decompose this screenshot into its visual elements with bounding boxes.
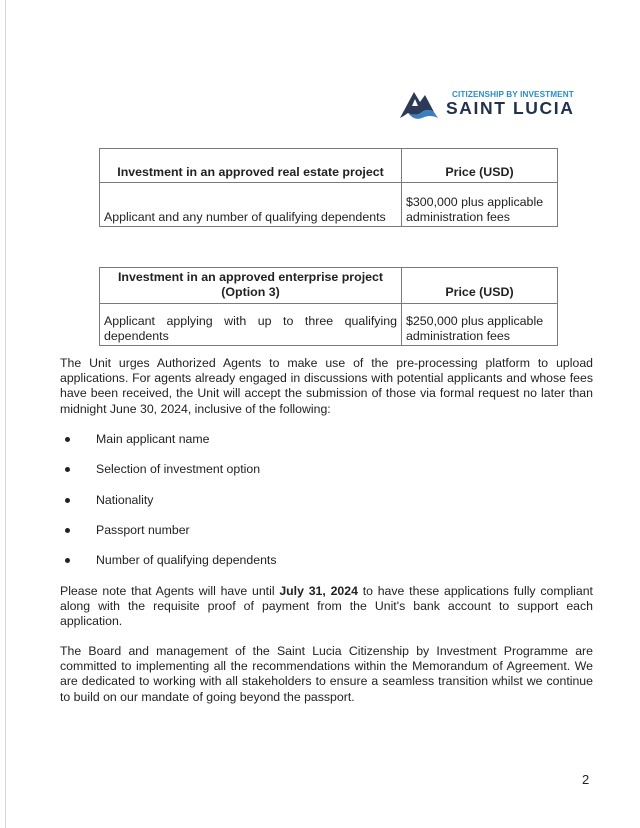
cell-line-2: dependents <box>104 329 169 343</box>
cbi-saint-lucia-logo <box>398 84 598 124</box>
list-item: Main applicant name <box>60 432 276 462</box>
table-cell-applicant: Applicant and any number of qualifying dependents <box>100 183 402 227</box>
header-line-2: (Option 3) <box>221 285 280 299</box>
paragraph-deadline: Please note that Agents will have until July 31, 2024 to have these applications fully compliant along with the requisite proof of payment from the Unit's bank account to support each application. <box>60 584 593 629</box>
table-header-row <box>100 149 558 183</box>
table-row <box>100 183 558 227</box>
table-row <box>100 304 558 346</box>
table-header-row <box>100 268 558 304</box>
list-item: Passport number <box>60 523 276 553</box>
bullet-icon <box>65 498 70 503</box>
logo-tagline: CITIZENSHIP BY INVESTMENT <box>452 89 574 99</box>
table-header-investment: Investment in an approved real estate project <box>100 149 402 183</box>
paragraph-board-commitment: The Board and management of the Saint Lucia Citizenship by Investment Programme are committed to implementing all the recommendations within the Memorandum of Agreement. We are dedicated to working with all stakeholders to ensure a seamless transition whilst we continue to build on our mandate of going beyond the passport. <box>60 644 593 704</box>
required-info-list <box>60 432 276 583</box>
table-header-price: Price (USD) <box>402 149 558 183</box>
paragraph-preprocessing: The Unit urges Authorized Agents to make use of the pre-processing platform to upload applications. For agents already engaged in discussions with potential applicants and whose fees have been received, the Unit will accept the submission of those via formal request no later than midnight June 30, 2024, inclusive of the following: <box>60 356 593 416</box>
mountain-logo-icon <box>398 86 446 122</box>
page-number: 2 <box>582 772 590 787</box>
list-item: Selection of investment option <box>60 462 276 492</box>
bullet-icon <box>65 558 70 563</box>
page-edge-line <box>5 0 6 828</box>
list-item: Number of qualifying dependents <box>60 553 276 583</box>
header-line-1: Investment in an approved enterprise project <box>117 270 384 284</box>
deadline-date: July 31, 2024 <box>279 584 358 598</box>
table-header-investment <box>100 268 402 304</box>
table-cell-price: $250,000 plus applicable administration fees <box>402 304 558 346</box>
bullet-icon <box>65 437 70 442</box>
cell-line-1: Applicant applying with up to three qualifying <box>104 314 397 328</box>
bullet-icon <box>65 528 70 533</box>
table-cell-applicant <box>100 304 402 346</box>
enterprise-price-table <box>99 267 558 346</box>
list-item: Nationality <box>60 493 276 523</box>
table-header-price: Price (USD) <box>402 268 558 304</box>
bullet-icon <box>65 467 70 472</box>
table-cell-price: $300,000 plus applicable administration fees <box>402 183 558 227</box>
real-estate-price-table <box>99 148 558 227</box>
logo-name: SAINT LUCIA <box>446 97 575 118</box>
